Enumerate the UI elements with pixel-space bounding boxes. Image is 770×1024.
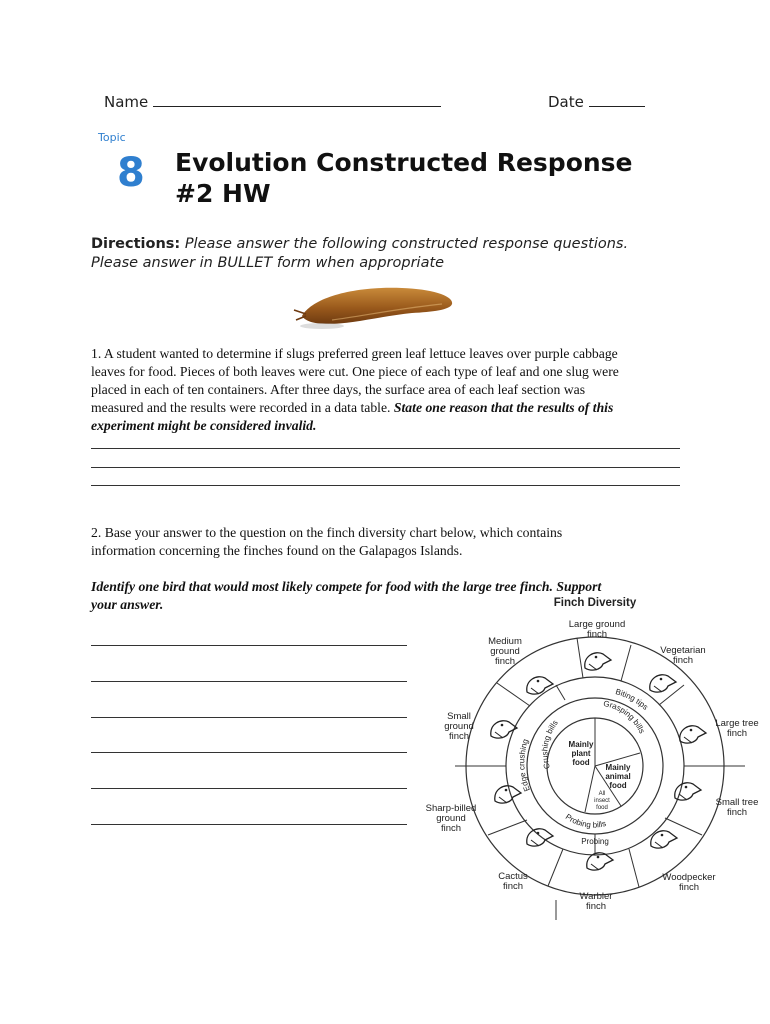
q2-line-1: 2. Base your answer to the question on the finch diversity chart below, which contains <box>91 525 563 540</box>
label-small-ground-2: ground <box>444 721 474 732</box>
label-small-ground-1: Small <box>447 711 471 722</box>
q1-answer-line-2[interactable] <box>91 467 680 468</box>
large-ground-finch-icon <box>585 653 611 670</box>
vegetarian-finch-icon <box>650 675 676 692</box>
q2-line-2: information concerning the finches found on the Galapagos Islands. <box>91 543 463 558</box>
woodpecker-finch-icon <box>651 831 677 848</box>
directions-line-1: Please answer the following constructed response questions. <box>184 236 629 252</box>
q2-answer-line-4[interactable] <box>91 752 407 753</box>
center-plant-2: plant <box>571 749 591 758</box>
q2-prompt-1: Identify one bird that would most likely compete for food with the large tree finch. Support <box>91 579 602 594</box>
date-field <box>548 93 645 111</box>
label-sharp-billed-1: Sharp-billed <box>425 803 477 814</box>
center-animal-2: animal <box>605 772 631 781</box>
topic-number: 8 <box>117 150 145 196</box>
chart-title: Finch Diversity <box>553 597 637 609</box>
topic-label: Topic <box>98 131 126 144</box>
q1-line-4: measured and the results were recorded in a data table. <box>91 400 391 415</box>
q2-answer-line-5[interactable] <box>91 788 407 789</box>
label-woodpecker-1: Woodpecker <box>662 872 716 883</box>
page-title <box>175 147 633 209</box>
directions <box>91 235 628 273</box>
label-large-ground-2: finch <box>586 629 608 640</box>
title-line-2: #2 HW <box>175 179 271 208</box>
label-small-tree-1: Small tree <box>715 797 759 808</box>
label-small-tree-2: finch <box>726 807 748 818</box>
ring-label-crushing-bills: Crushing bills <box>540 718 560 771</box>
finch-diversity-chart <box>415 590 770 920</box>
label-large-tree-2: finch <box>726 728 748 739</box>
q1-answer-line-3[interactable] <box>91 485 680 486</box>
question-2 <box>91 524 691 560</box>
q2-prompt-2: your answer. <box>91 597 164 612</box>
ring-label-biting-tips: Biting tips <box>614 687 650 712</box>
center-insect-1: All <box>598 791 606 797</box>
question-1 <box>91 345 691 435</box>
name-field <box>104 93 441 111</box>
q1-prompt-2: experiment might be considered invalid. <box>91 418 317 433</box>
small-ground-finch-icon <box>491 721 517 738</box>
label-warbler-1: Warbler <box>579 891 613 902</box>
label-woodpecker-2: finch <box>678 882 700 893</box>
label-medium-ground-3: finch <box>494 656 516 667</box>
q1-answer-line-1[interactable] <box>91 448 680 449</box>
ring-label-edge-crushing: Edge crushing <box>517 737 532 793</box>
ring-label-probing: Probing <box>581 837 609 846</box>
label-vegetarian-1: Vegetarian <box>660 645 706 656</box>
center-animal-1: Mainly <box>605 763 631 772</box>
sharp-billed-ground-finch-icon <box>495 786 521 803</box>
q2-answer-line-6[interactable] <box>91 824 407 825</box>
medium-ground-finch-icon <box>527 677 553 694</box>
label-cactus-1: Cactus <box>498 871 528 882</box>
ring-label-probing-bills: Probing bills <box>563 812 607 830</box>
q1-prompt-1: State one reason that the results of this <box>393 400 614 415</box>
label-cactus-2: finch <box>502 881 524 892</box>
q1-line-2: leaves for food. Pieces of both leaves were cut. One piece of each type of leaf and one slug were <box>91 364 619 379</box>
label-large-tree-1: Large tree <box>715 718 759 729</box>
center-insect-3: food <box>596 805 608 811</box>
label-warbler-2: finch <box>585 901 607 912</box>
q2-answer-line-1[interactable] <box>91 645 407 646</box>
label-medium-ground-2: ground <box>490 646 520 657</box>
ring-dividers <box>461 638 733 887</box>
date-label: Date <box>548 93 584 111</box>
directions-line-2: Please answer in BULLET form when appropriate <box>91 255 445 271</box>
cactus-finch-icon <box>527 829 553 846</box>
center-plant-3: food <box>572 758 590 767</box>
label-small-ground-3: finch <box>448 731 470 742</box>
center-plant-1: Mainly <box>568 740 594 749</box>
large-tree-finch-icon <box>680 726 706 743</box>
q1-line-3: placed in each of ten containers. After three days, the surface area of each leaf section was <box>91 382 586 397</box>
center-animal-3: food <box>609 781 627 790</box>
ring-label-grasping-bills: Grasping bills <box>602 699 647 735</box>
slug-image <box>292 280 458 332</box>
name-blank[interactable] <box>153 106 441 107</box>
date-blank[interactable] <box>589 106 645 107</box>
q1-line-1: 1. A student wanted to determine if slugs preferred green leaf lettuce leaves over purple cabbage <box>91 346 618 361</box>
label-vegetarian-2: finch <box>672 655 694 666</box>
label-sharp-billed-3: finch <box>440 823 462 834</box>
label-sharp-billed-2: ground <box>436 813 466 824</box>
q2-answer-line-2[interactable] <box>91 681 407 682</box>
title-line-1: Evolution Constructed Response <box>175 148 633 177</box>
center-insect-2: insect <box>594 798 610 804</box>
label-medium-ground-1: Medium <box>488 636 522 647</box>
q2-answer-line-3[interactable] <box>91 717 407 718</box>
name-label: Name <box>104 93 149 111</box>
directions-label: Directions: <box>91 236 181 252</box>
label-large-ground-1: Large ground <box>568 619 626 630</box>
